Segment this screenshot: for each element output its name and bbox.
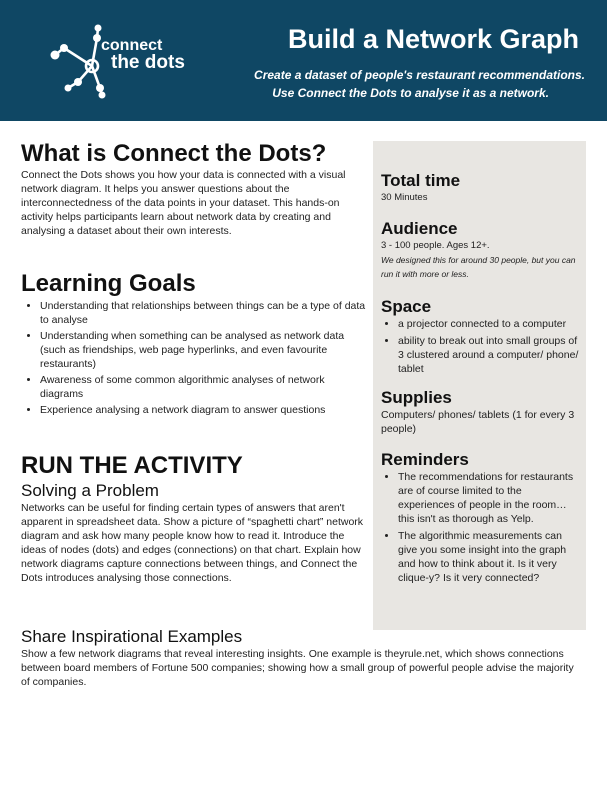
audience-heading: Audience <box>381 219 458 238</box>
what-body: Connect the Dots shows you how your data is connected with a visual network diagram. It helps you answer questions about the interconnectedness of the data points in your dataset. This hands-on activity helps participants learn about network data by creating and analysing a dataset about their own interests. <box>21 169 346 237</box>
list-item: • Awareness of some common algorithmic analyses of network diagrams <box>40 373 366 401</box>
what-section <box>21 139 366 238</box>
space-list <box>381 317 581 376</box>
page-title: Build a Network Graph <box>287 24 579 54</box>
examples-subheading: Share Inspirational Examples <box>21 627 243 646</box>
audience-note: We designed this for around 30 people, but you can run it with more or less. <box>381 255 576 279</box>
logo-line-2: the dots <box>111 52 185 73</box>
supplies-heading: Supplies <box>381 388 452 407</box>
list-item: • The recommendations for restaurants are of course limited to the experiences of people in the room… this isn't as thorough as Yelp. <box>398 470 581 526</box>
run-heading: RUN THE ACTIVITY <box>21 452 243 479</box>
subtitle-line-1: Create a dataset of people's restaurant recommendations. <box>254 68 585 82</box>
list-item: • The algorithmic measurements can give you some insight into the graph and how to think about it. Is it very clique-y? Is it very connected? <box>398 529 581 585</box>
time-heading: Total time <box>381 171 461 190</box>
logo-wordmark <box>101 37 185 71</box>
what-heading: What is Connect the Dots? <box>21 140 327 167</box>
problem-subheading: Solving a Problem <box>21 481 159 500</box>
supplies-value: Computers/ phones/ tablets (1 for every 3 people) <box>381 409 575 435</box>
header-banner <box>0 0 607 121</box>
reminders-list <box>381 470 581 585</box>
examples-section <box>21 627 581 689</box>
goals-list <box>21 299 366 417</box>
time-value: 30 Minutes <box>381 192 428 203</box>
list-item: • Experience analysing a network diagram to answer questions <box>40 403 366 417</box>
list-item: • Understanding when something can be analysed as network data (such as friendships, web page hyperlinks, and even favourite restaurants) <box>40 329 366 371</box>
list-item: • Understanding that relationships between things can be a type of data to analyse <box>40 299 366 327</box>
list-item: • a projector connected to a computer <box>398 317 581 331</box>
logo-line-1: connect <box>101 37 163 54</box>
examples-body: Show a few network diagrams that reveal interesting insights. One example is theyrule.net, which shows connections between board members of Fortune 500 companies; showing how a small group of powerful people advise the majority of companies. <box>21 648 574 688</box>
goals-heading: Learning Goals <box>21 270 196 297</box>
list-item: • ability to break out into small groups of 3 clustered around a computer/ phone/ tablet <box>398 334 581 376</box>
reminders-heading: Reminders <box>381 450 469 469</box>
goals-section <box>21 269 366 419</box>
problem-body: Networks can be useful for finding certain types of answers that aren't apparent in spreadsheet data. Show a picture of “spaghetti chart” network diagram and ask how many people know how to read it. Introduce the ideas of nodes (dots) and edges (connections) on that chart. Explain how network diagrams capture connections between things, and Connect the Dots introduces analysing those connections. <box>21 502 364 584</box>
run-section <box>21 451 366 585</box>
sidebar-panel <box>373 141 586 630</box>
subtitle-line-2: Use Connect the Dots to analyse it as a network. <box>272 86 549 100</box>
space-heading: Space <box>381 297 432 316</box>
page-subtitle <box>225 66 585 102</box>
audience-value: 3 - 100 people. Ages 12+. <box>381 240 490 251</box>
